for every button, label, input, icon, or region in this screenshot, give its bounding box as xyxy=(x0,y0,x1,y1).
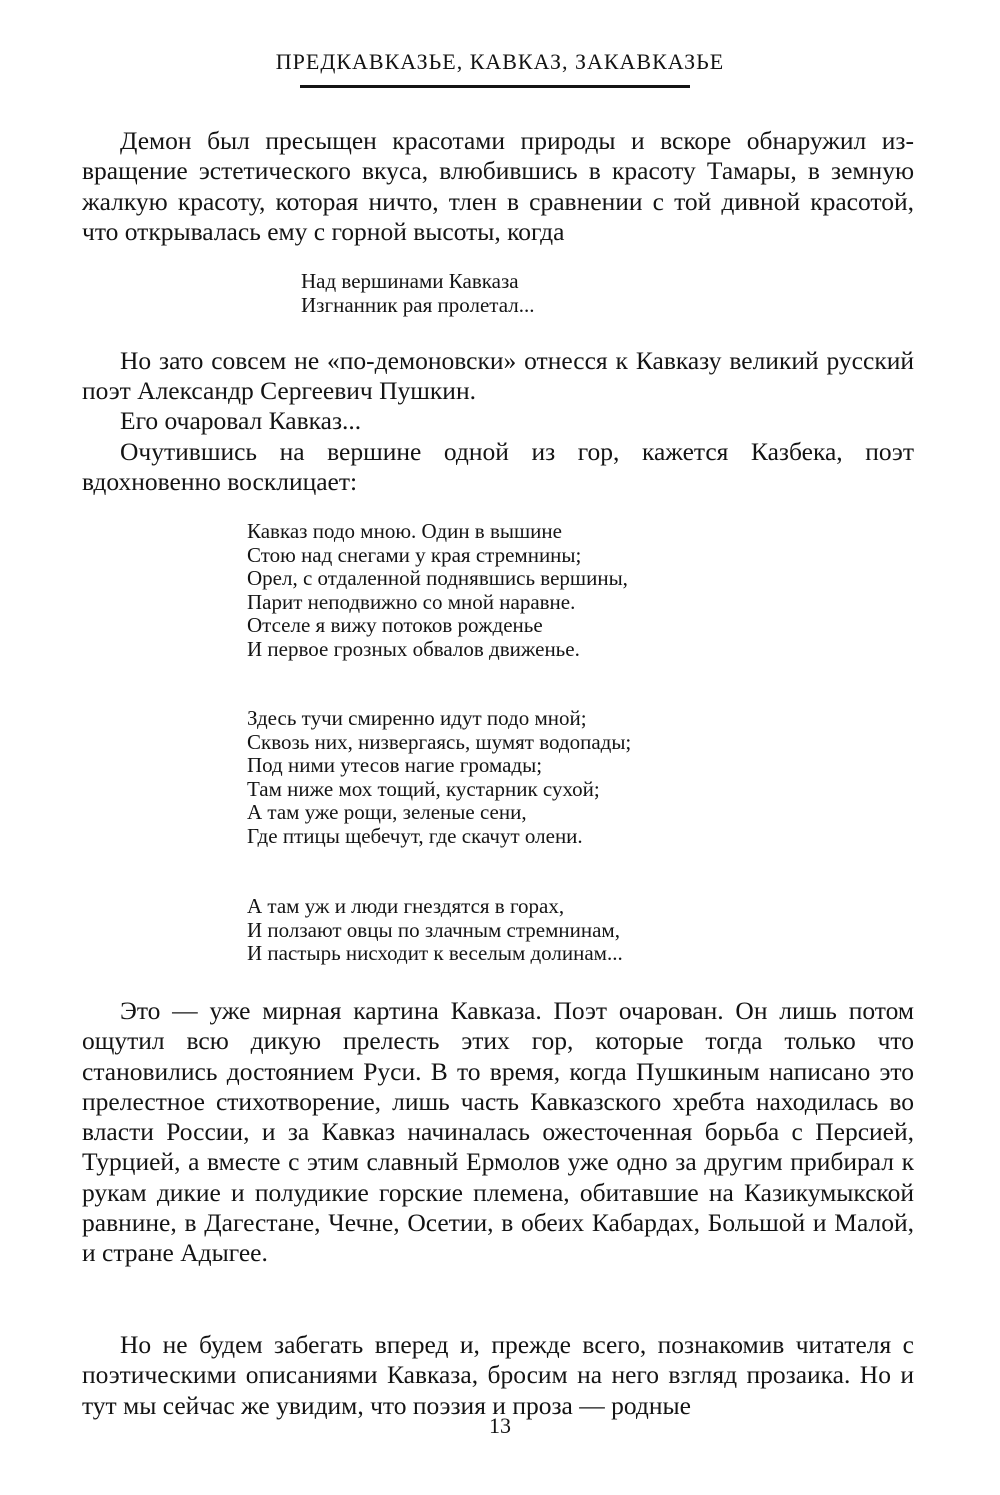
poem-line: Там ниже мох тощий, кустарник сухой; xyxy=(247,776,600,801)
poem-line: И пастырь нисходит к веселым долинам... xyxy=(247,941,623,966)
poem-line: Над вершинами Кавказа xyxy=(301,269,519,293)
poem-line: Стою над снегами у края стремнины; xyxy=(247,542,582,567)
running-head-title: ПРЕДКАВКАЗЬЕ, КАВКАЗ, ЗАКАВКАЗЬЕ xyxy=(275,49,725,74)
poem-line: Где птицы щебечут, где скачут олени. xyxy=(247,823,583,848)
poem-line: И первое грозных обвалов движенье. xyxy=(247,636,580,661)
paragraph-peaceful-picture: Это — уже мирная картина Кавказа. Поэт очарован. Он лишь потом ощутил всю дикую прелесть этих гор, которые тогда только что становились достоянием Руси. В то время, когда Пушкиным написано это прелестное стихотворение, лишь часть Кавказского хребта находилась во власти России, и за Кавказ начиналась ожесточенная борьба с Персией, Турцией, а вместе с этим славный Ермолов уже одно за другим прибирал к рукам дикие и полудикие горские племена, обитавшие на Казикумыкской равнине, в Дагестане, Чечне, Осетии, в обеих Кабардах, Большой и Малой, и стране Адыгее. xyxy=(82,996,914,1268)
poem-line: И ползают овцы по злачным стремнинам, xyxy=(247,917,620,942)
page-number: 13 xyxy=(489,1413,511,1438)
poem-line: Изгнанник рая пролетал... xyxy=(301,292,535,317)
header-divider xyxy=(300,85,690,88)
poem-caucasus-stanza-2 xyxy=(247,707,631,849)
poem-line: Парит неподвижно со мной наравне. xyxy=(247,589,576,614)
poem-line: Отселе я вижу потоков рожденье xyxy=(247,613,543,638)
poem-line: Здесь тучи смиренно идут подо мной; xyxy=(247,706,587,730)
poem-line: Сквозь них, низвергаясь, шумят водопады; xyxy=(247,729,632,754)
poem-demon-quote xyxy=(301,270,534,317)
paragraph-pushkin: Но зато совсем не «по-демоновски» отнесся к Кавказу великий русский поэт Александр Сергеевич Пушкин. xyxy=(82,346,914,406)
poem-caucasus-stanza-1 xyxy=(247,520,628,662)
poem-line: А там уж и люди гнездятся в горах, xyxy=(247,894,565,918)
paragraph-demon: Демон был пресыщен красотами природы и вскоре обнаружил извращение эстетического вкуса, влюбившись в красоту Тамары, в земную жалкую красоту, которая ничто, тлен в сравнении с той дивной красотой, что открывалась ему с горной высоты, когда xyxy=(82,126,914,246)
poem-line: Орел, с отдаленной поднявшись вершины, xyxy=(247,566,628,591)
poem-line: Кавказ подо мною. Один в вышине xyxy=(247,519,562,543)
poem-line: Под ними утесов нагие громады; xyxy=(247,753,543,778)
paragraph-charmed: Его очаровал Кавказ... xyxy=(120,406,362,435)
poem-caucasus-stanza-3 xyxy=(247,895,623,966)
paragraph-prose-author: Но не будем забегать вперед и, прежде всего, познакомив читателя с поэтическими описаниями Кавказа, бросим на него взгляд прозаика. Но и тут мы сейчас же увидим, что поэзия и проза — родные xyxy=(82,1330,914,1420)
poem-line: А там уже рощи, зеленые сени, xyxy=(247,800,527,825)
paragraph-kazbek: Очутившись на вершине одной из гор, кажется Казбека, поэт вдохновенно восклицает: xyxy=(82,437,914,497)
